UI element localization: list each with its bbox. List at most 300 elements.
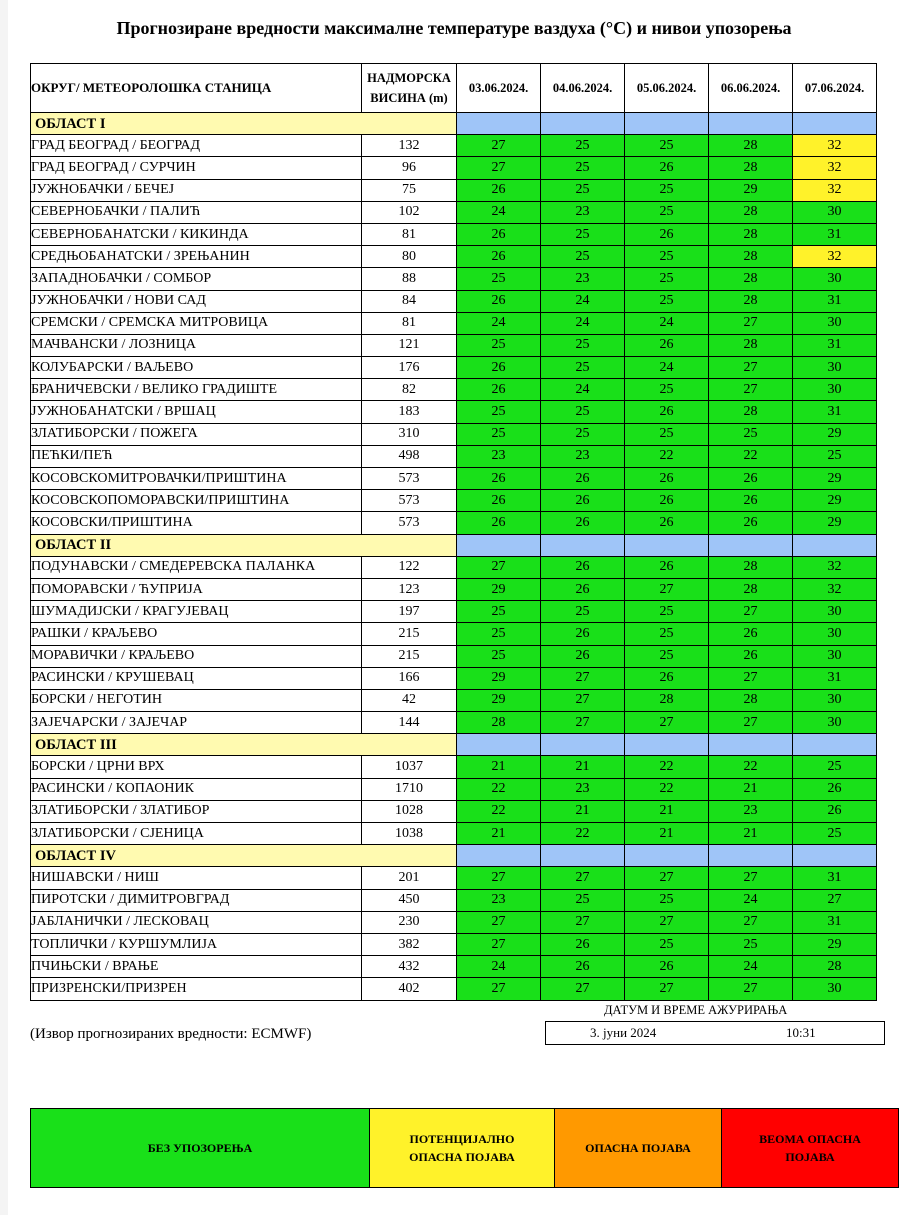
temperature-cell: 27 [541, 978, 625, 1000]
temperature-cell: 22 [457, 778, 541, 800]
region-label: ОБЛАСТ II [31, 534, 457, 556]
station-elevation: 450 [362, 889, 457, 911]
temperature-cell: 27 [457, 911, 541, 933]
temperature-cell: 28 [709, 223, 793, 245]
station-elevation: 102 [362, 201, 457, 223]
header-elevation-line1: НАДМОРСКА [367, 71, 451, 85]
table-row [31, 867, 877, 889]
table-row [31, 578, 877, 600]
temperature-cell: 32 [793, 246, 877, 268]
station-elevation: 197 [362, 601, 457, 623]
station-elevation: 402 [362, 978, 457, 1000]
temperature-cell: 26 [709, 512, 793, 534]
legend-very-dangerous [722, 1109, 899, 1188]
temperature-cell: 22 [541, 823, 625, 845]
temperature-cell: 31 [793, 290, 877, 312]
region-band-cell [793, 734, 877, 756]
temperature-cell: 30 [793, 601, 877, 623]
temperature-cell: 28 [709, 334, 793, 356]
station-elevation: 573 [362, 490, 457, 512]
table-row [31, 756, 877, 778]
temperature-cell: 25 [457, 601, 541, 623]
temperature-cell: 28 [709, 246, 793, 268]
station-elevation: 123 [362, 578, 457, 600]
temperature-cell: 26 [541, 956, 625, 978]
temperature-cell: 27 [541, 911, 625, 933]
station-elevation: 81 [362, 223, 457, 245]
temperature-cell: 25 [625, 246, 709, 268]
table-row [31, 512, 877, 534]
temperature-cell: 28 [709, 290, 793, 312]
temperature-cell: 26 [709, 623, 793, 645]
temperature-cell: 27 [457, 556, 541, 578]
station-elevation: 42 [362, 689, 457, 711]
temperature-cell: 29 [793, 468, 877, 490]
region-label: ОБЛАСТ IV [31, 845, 457, 867]
temperature-cell: 28 [709, 556, 793, 578]
station-elevation: 230 [362, 911, 457, 933]
legend-text: ВЕОМА ОПАСНА [759, 1132, 861, 1146]
station-elevation: 573 [362, 468, 457, 490]
station-name: КОЛУБАРСКИ / ВАЉЕВО [31, 357, 362, 379]
temperature-cell: 21 [709, 823, 793, 845]
station-name: РАСИНСКИ / КРУШЕВАЦ [31, 667, 362, 689]
station-name: ЈАБЛАНИЧКИ / ЛЕСКОВАЦ [31, 911, 362, 933]
station-elevation: 80 [362, 246, 457, 268]
station-elevation: 88 [362, 268, 457, 290]
temperature-cell: 29 [793, 490, 877, 512]
temperature-cell: 24 [709, 956, 793, 978]
table-row [31, 401, 877, 423]
temperature-cell: 25 [541, 135, 625, 157]
temperature-cell: 26 [709, 490, 793, 512]
temperature-cell: 27 [709, 379, 793, 401]
temperature-cell: 27 [541, 712, 625, 734]
temperature-cell: 26 [457, 490, 541, 512]
temperature-cell: 26 [625, 223, 709, 245]
table-row [31, 490, 877, 512]
temperature-cell: 27 [457, 157, 541, 179]
warning-legend [30, 1108, 899, 1188]
header-date: 03.06.2024. [457, 64, 541, 113]
temperature-cell: 27 [625, 578, 709, 600]
temperature-cell: 25 [457, 423, 541, 445]
temperature-cell: 25 [541, 601, 625, 623]
table-row [31, 312, 877, 334]
legend-text: ПОТЕНЦИЈАЛНО [409, 1132, 515, 1146]
station-elevation: 132 [362, 135, 457, 157]
temperature-cell: 25 [793, 756, 877, 778]
station-name: ПИРОТСКИ / ДИМИТРОВГРАД [31, 889, 362, 911]
temperature-cell: 27 [709, 712, 793, 734]
temperature-cell: 26 [457, 246, 541, 268]
table-row [31, 468, 877, 490]
temperature-cell: 25 [541, 889, 625, 911]
temperature-cell: 25 [625, 290, 709, 312]
station-name: ЗЛАТИБОРСКИ / ПОЖЕГА [31, 423, 362, 445]
region-row [31, 734, 877, 756]
temperature-cell: 22 [709, 445, 793, 467]
table-row [31, 800, 877, 822]
temperature-cell: 26 [457, 512, 541, 534]
temperature-cell: 25 [625, 423, 709, 445]
temperature-cell: 24 [709, 889, 793, 911]
header-date: 05.06.2024. [625, 64, 709, 113]
legend-dangerous [555, 1109, 722, 1188]
station-elevation: 1038 [362, 823, 457, 845]
temperature-cell: 21 [541, 756, 625, 778]
region-band-cell [709, 113, 793, 135]
temperature-cell: 25 [541, 357, 625, 379]
station-name: БРАНИЧЕВСКИ / ВЕЛИКО ГРАДИШТЕ [31, 379, 362, 401]
table-header-row [31, 64, 877, 113]
temperature-cell: 32 [793, 556, 877, 578]
region-band-cell [709, 845, 793, 867]
region-band-cell [793, 113, 877, 135]
station-elevation: 201 [362, 867, 457, 889]
temperature-cell: 21 [709, 778, 793, 800]
station-elevation: 81 [362, 312, 457, 334]
temperature-cell: 30 [793, 357, 877, 379]
temperature-cell: 25 [793, 445, 877, 467]
station-name: ПЕЋКИ/ПЕЋ [31, 445, 362, 467]
temperature-cell: 21 [625, 823, 709, 845]
temperature-cell: 29 [793, 512, 877, 534]
page-title: Прогнозиране вредности максималне температуре ваздуха (°C) и нивои упозорења [116, 18, 792, 38]
station-name: ЈУЖНОБАЧКИ / НОВИ САД [31, 290, 362, 312]
station-elevation: 84 [362, 290, 457, 312]
station-elevation: 121 [362, 334, 457, 356]
table-row [31, 334, 877, 356]
temperature-cell: 27 [541, 689, 625, 711]
temperature-cell: 26 [541, 512, 625, 534]
temperature-cell: 31 [793, 867, 877, 889]
temperature-cell: 29 [457, 689, 541, 711]
table-row [31, 268, 877, 290]
station-name: ЈУЖНОБАНАТСКИ / ВРШАЦ [31, 401, 362, 423]
temperature-cell: 22 [625, 445, 709, 467]
table-row [31, 778, 877, 800]
station-name: МАЧВАНСКИ / ЛОЗНИЦА [31, 334, 362, 356]
temperature-cell: 23 [541, 268, 625, 290]
station-name: ЗАЈЕЧАРСКИ / ЗАЈЕЧАР [31, 712, 362, 734]
temperature-cell: 26 [457, 290, 541, 312]
table-row [31, 135, 877, 157]
temperature-cell: 25 [625, 623, 709, 645]
station-elevation: 166 [362, 667, 457, 689]
station-name: КОСОВСКОПОМОРАВСКИ/ПРИШТИНА [31, 490, 362, 512]
temperature-cell: 28 [457, 712, 541, 734]
station-elevation: 215 [362, 645, 457, 667]
temperature-cell: 27 [625, 911, 709, 933]
temperature-cell: 21 [541, 800, 625, 822]
temperature-cell: 27 [541, 867, 625, 889]
temperature-cell: 30 [793, 623, 877, 645]
temperature-cell: 24 [625, 312, 709, 334]
temperature-cell: 26 [625, 401, 709, 423]
temperature-cell: 23 [541, 778, 625, 800]
temperature-cell: 25 [709, 423, 793, 445]
temperature-cell: 22 [457, 800, 541, 822]
temperature-cell: 30 [793, 312, 877, 334]
region-band-cell [457, 845, 541, 867]
region-band-cell [541, 845, 625, 867]
table-row [31, 423, 877, 445]
region-row [31, 845, 877, 867]
station-elevation: 75 [362, 179, 457, 201]
station-elevation: 176 [362, 357, 457, 379]
region-label: ОБЛАСТ III [31, 734, 457, 756]
temperature-cell: 25 [625, 135, 709, 157]
station-elevation: 82 [362, 379, 457, 401]
table-row [31, 712, 877, 734]
table-row [31, 911, 877, 933]
temperature-cell: 30 [793, 268, 877, 290]
station-elevation: 573 [362, 512, 457, 534]
temperature-cell: 26 [625, 956, 709, 978]
station-name: БОРСКИ / НЕГОТИН [31, 689, 362, 711]
table-row [31, 445, 877, 467]
temperature-cell: 29 [457, 667, 541, 689]
temperature-cell: 26 [541, 490, 625, 512]
temperature-cell: 28 [709, 689, 793, 711]
region-row [31, 113, 877, 135]
temperature-cell: 25 [541, 401, 625, 423]
temperature-cell: 28 [709, 268, 793, 290]
temperature-cell: 24 [457, 201, 541, 223]
temperature-cell: 31 [793, 223, 877, 245]
station-name: ПРИЗРЕНСКИ/ПРИЗРЕН [31, 978, 362, 1000]
station-elevation: 144 [362, 712, 457, 734]
table-row [31, 823, 877, 845]
region-band-cell [709, 534, 793, 556]
temperature-cell: 25 [457, 401, 541, 423]
station-name: МОРАВИЧКИ / КРАЉЕВО [31, 645, 362, 667]
temperature-cell: 28 [709, 201, 793, 223]
temperature-cell: 26 [541, 468, 625, 490]
station-elevation: 310 [362, 423, 457, 445]
temperature-cell: 26 [457, 468, 541, 490]
legend-text: ОПАСНА ПОЈАВА [585, 1141, 691, 1155]
station-name: ГРАД БЕОГРАД / СУРЧИН [31, 157, 362, 179]
station-elevation: 1028 [362, 800, 457, 822]
station-name: ЈУЖНОБАЧКИ / БЕЧЕЈ [31, 179, 362, 201]
temperature-cell: 22 [625, 778, 709, 800]
temperature-cell: 30 [793, 978, 877, 1000]
temperature-cell: 25 [625, 179, 709, 201]
station-name: ПОДУНАВСКИ / СМЕДЕРЕВСКА ПАЛАНКА [31, 556, 362, 578]
temperature-cell: 26 [625, 556, 709, 578]
update-time: 10:31 [786, 1025, 816, 1040]
temperature-cell: 24 [541, 312, 625, 334]
temperature-cell: 26 [709, 468, 793, 490]
station-name: ТОПЛИЧКИ / КУРШУМЛИЈА [31, 933, 362, 955]
temperature-cell: 26 [457, 379, 541, 401]
temperature-cell: 25 [625, 645, 709, 667]
region-band-cell [541, 734, 625, 756]
temperature-cell: 26 [625, 512, 709, 534]
temperature-cell: 26 [541, 645, 625, 667]
temperature-cell: 32 [793, 179, 877, 201]
temperature-cell: 28 [709, 135, 793, 157]
region-band-cell [625, 534, 709, 556]
temperature-cell: 26 [625, 468, 709, 490]
temperature-cell: 27 [625, 978, 709, 1000]
temperature-cell: 26 [709, 645, 793, 667]
temperature-cell: 29 [793, 423, 877, 445]
temperature-cell: 26 [625, 667, 709, 689]
temperature-cell: 26 [457, 179, 541, 201]
temperature-cell: 26 [625, 334, 709, 356]
table-row [31, 667, 877, 689]
temperature-cell: 24 [457, 956, 541, 978]
temperature-cell: 24 [625, 357, 709, 379]
temperature-cell: 26 [541, 933, 625, 955]
temperature-cell: 27 [625, 867, 709, 889]
region-band-cell [625, 734, 709, 756]
station-elevation: 1710 [362, 778, 457, 800]
temperature-cell: 30 [793, 689, 877, 711]
region-band-cell [541, 534, 625, 556]
temperature-cell: 32 [793, 157, 877, 179]
temperature-cell: 21 [457, 823, 541, 845]
temperature-cell: 28 [709, 578, 793, 600]
table-row [31, 978, 877, 1000]
temperature-cell: 27 [709, 867, 793, 889]
update-date: 3. јуни 2024 [590, 1025, 657, 1040]
temperature-cell: 29 [793, 933, 877, 955]
temperature-cell: 25 [541, 223, 625, 245]
station-elevation: 498 [362, 445, 457, 467]
station-name: РАСИНСКИ / КОПАОНИК [31, 778, 362, 800]
temperature-cell: 22 [709, 756, 793, 778]
temperature-cell: 30 [793, 712, 877, 734]
temperature-cell: 24 [541, 379, 625, 401]
station-name: СРЕМСКИ / СРЕМСКА МИТРОВИЦА [31, 312, 362, 334]
station-elevation: 1037 [362, 756, 457, 778]
temperature-cell: 25 [625, 379, 709, 401]
temperature-cell: 32 [793, 578, 877, 600]
temperature-cell: 31 [793, 334, 877, 356]
temperature-cell: 32 [793, 135, 877, 157]
temperature-cell: 26 [625, 490, 709, 512]
region-band-cell [457, 534, 541, 556]
table-row [31, 157, 877, 179]
station-name: ЗЛАТИБОРСКИ / СЈЕНИЦА [31, 823, 362, 845]
region-band-cell [457, 113, 541, 135]
table-row [31, 601, 877, 623]
header-station: ОКРУГ/ МЕТЕОРОЛОШКА СТАНИЦА [31, 64, 362, 113]
temperature-cell: 30 [793, 201, 877, 223]
station-elevation: 122 [362, 556, 457, 578]
temperature-cell: 28 [625, 689, 709, 711]
region-band-cell [625, 113, 709, 135]
temperature-cell: 26 [541, 578, 625, 600]
temperature-cell: 28 [709, 401, 793, 423]
temperature-cell: 25 [457, 645, 541, 667]
forecast-table [30, 63, 877, 1001]
temperature-cell: 26 [541, 623, 625, 645]
temperature-cell: 27 [709, 601, 793, 623]
station-name: КОСОВСКИ/ПРИШТИНА [31, 512, 362, 534]
region-band-cell [793, 845, 877, 867]
temperature-cell: 26 [541, 556, 625, 578]
station-name: БОРСКИ / ЦРНИ ВРХ [31, 756, 362, 778]
temperature-cell: 25 [625, 601, 709, 623]
station-name: ЗЛАТИБОРСКИ / ЗЛАТИБОР [31, 800, 362, 822]
region-band-cell [709, 734, 793, 756]
temperature-cell: 29 [457, 578, 541, 600]
station-elevation: 432 [362, 956, 457, 978]
legend-text: ПОЈАВА [785, 1150, 835, 1164]
station-elevation: 382 [362, 933, 457, 955]
table-row [31, 201, 877, 223]
legend-text: БЕЗ УПОЗОРЕЊА [147, 1141, 253, 1155]
header-elevation [362, 64, 457, 113]
station-name: ШУМАДИЈСКИ / КРАГУЈЕВАЦ [31, 601, 362, 623]
region-band-cell [793, 534, 877, 556]
temperature-cell: 21 [457, 756, 541, 778]
table-row [31, 379, 877, 401]
header-date: 04.06.2024. [541, 64, 625, 113]
temperature-cell: 27 [457, 978, 541, 1000]
temperature-cell: 27 [793, 889, 877, 911]
temperature-cell: 25 [541, 423, 625, 445]
table-row [31, 889, 877, 911]
temperature-cell: 25 [709, 933, 793, 955]
temperature-cell: 27 [457, 867, 541, 889]
temperature-cell: 21 [625, 800, 709, 822]
station-name: ЗАПАДНОБАЧКИ / СОМБОР [31, 268, 362, 290]
temperature-cell: 30 [793, 645, 877, 667]
temperature-cell: 28 [709, 157, 793, 179]
source-note: (Извор прогнозираних вредности: ECMWF) [30, 1026, 312, 1042]
station-name: ПОМОРАВСКИ / ЋУПРИЈА [31, 578, 362, 600]
temperature-cell: 31 [793, 911, 877, 933]
legend-no-warning [31, 1109, 370, 1188]
temperature-cell: 22 [625, 756, 709, 778]
table-row [31, 556, 877, 578]
temperature-cell: 26 [793, 800, 877, 822]
temperature-cell: 27 [709, 667, 793, 689]
temperature-cell: 31 [793, 401, 877, 423]
temperature-cell: 26 [457, 357, 541, 379]
temperature-cell: 25 [625, 268, 709, 290]
update-box [545, 1021, 885, 1045]
region-label: ОБЛАСТ I [31, 113, 457, 135]
station-elevation: 215 [362, 623, 457, 645]
table-row [31, 357, 877, 379]
header-date: 07.06.2024. [793, 64, 877, 113]
temperature-cell: 27 [457, 135, 541, 157]
table-row [31, 223, 877, 245]
region-band-cell [625, 845, 709, 867]
temperature-cell: 27 [457, 933, 541, 955]
temperature-cell: 23 [457, 445, 541, 467]
temperature-cell: 25 [625, 889, 709, 911]
temperature-cell: 27 [709, 357, 793, 379]
temperature-cell: 25 [541, 246, 625, 268]
table-row [31, 689, 877, 711]
region-band-cell [457, 734, 541, 756]
station-name: ПЧИЊСКИ / ВРАЊЕ [31, 956, 362, 978]
temperature-cell: 26 [457, 223, 541, 245]
header-elevation-line2: ВИСИНА (m) [370, 91, 448, 105]
table-row [31, 645, 877, 667]
temperature-cell: 27 [625, 712, 709, 734]
table-row [31, 956, 877, 978]
temperature-cell: 25 [541, 334, 625, 356]
